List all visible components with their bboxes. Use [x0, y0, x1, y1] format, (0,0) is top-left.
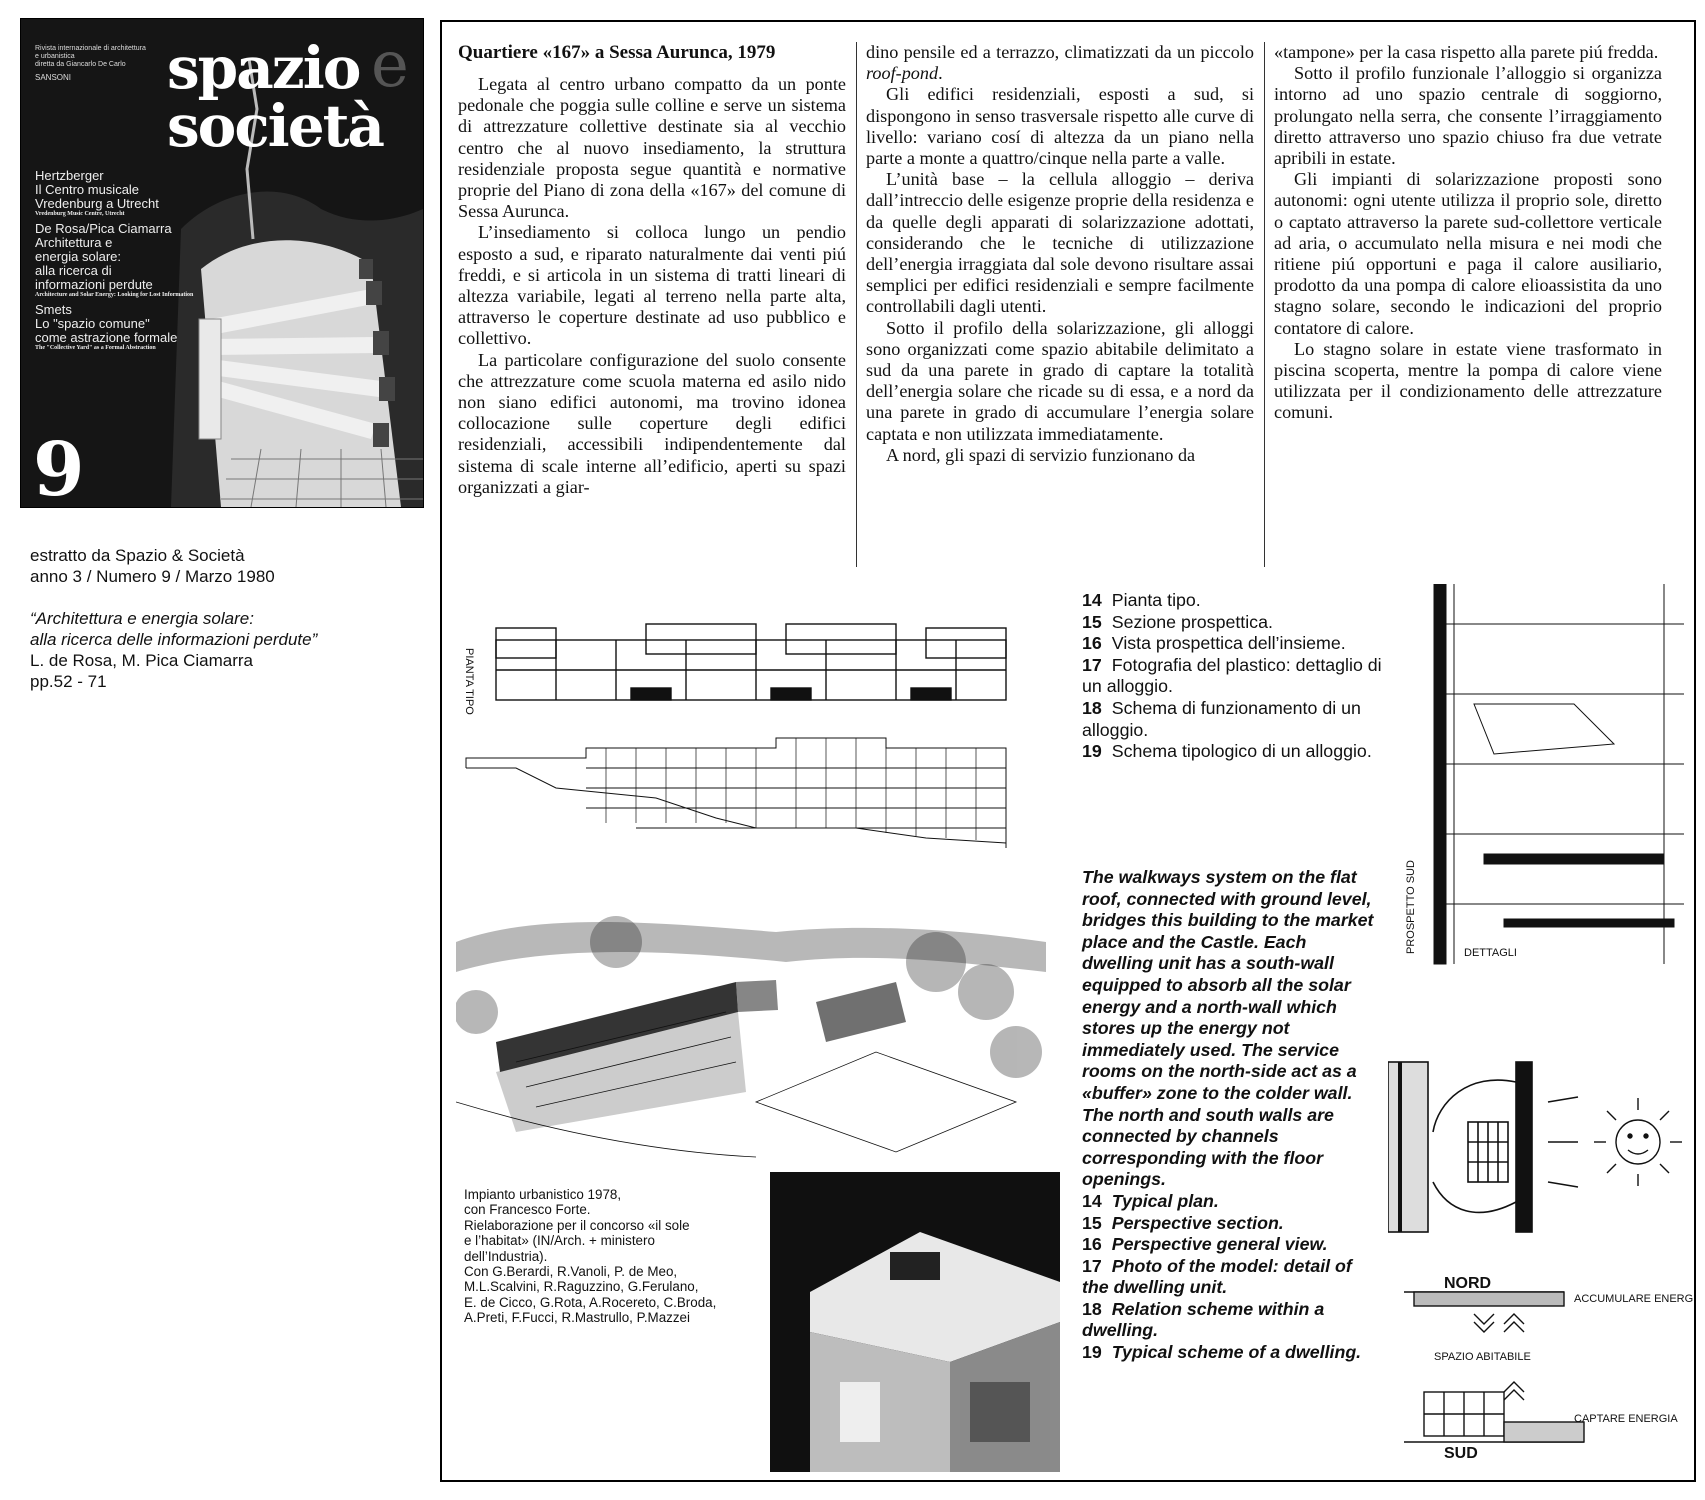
- plan-label: PIANTA TIPO: [463, 648, 475, 715]
- figure-typical-plan: [456, 588, 1046, 878]
- caption-item: 17 Photo of the model: detail of the dwelling unit.: [1082, 1255, 1352, 1298]
- figure-typological-scheme: [1404, 1262, 1694, 1462]
- cover-masthead-small: Rivista internazionale di architettura e urbanistica diretta da Giancarlo De Carlo: [35, 45, 146, 68]
- english-summary: The walkways system on the flat roof, connected with ground level, bridges this building to the market place and the Castle. Each dwelling unit has a south-wall equipped to absorb all the solar energy and a north-wall which stores up the energy not immediately used. The service rooms on the north-side act as a «buffer» zone to the colder wall. The north and south walls are connected by channels corresponding with the floor openings.: [1082, 867, 1374, 1190]
- figure-perspective-view: [456, 902, 1046, 1162]
- caption-item: 15 Perspective section.: [1082, 1212, 1284, 1233]
- scheme-drawing: [1388, 1042, 1688, 1242]
- paragraph: Lo stagno solare in estate viene trasformato in piscina scoperta, mentre la pompa di calore viene utilizzata per il condizionamento delle attrezzature comuni.: [1274, 338, 1662, 423]
- caption-item: 18 Schema di funzionamento di un alloggio.: [1082, 697, 1361, 740]
- paragraph: «tampone» per la casa rispetto alla parete piú fredda.: [1274, 42, 1659, 62]
- paragraph: Legata al centro urbano compatto da un ponte pedonale che poggia sulle colline e serve un sistema di attrezzature collettive destinate sia al vecchio centro che al nuovo insediamento, la struttura residenziale proposta segue quantità e normative proprie del Piano di zona della «167» del comune di Sessa Aurunca.: [458, 74, 846, 222]
- caption-item: 14 Pianta tipo.: [1082, 590, 1201, 610]
- text-column-2: [866, 42, 1254, 466]
- caption-item: 16 Vista prospettica dell’insieme.: [1082, 633, 1346, 654]
- paragraph: L’unità base – la cellula alloggio – deriva dall’intreccio delle esigenze proprie della residenza e da quelle degli apparati di solarizzazione adottati, considerando che le tecniche di utilizzazione dell’energia irraggiata dal sole devono risultare assai semplici per edifici residenziali e sempre facilmente controllabili dagli utenti.: [866, 169, 1254, 317]
- paragraph: L’insediamento si colloca lungo un pendio esposto a sud, e riparato naturalmente dai venti piú freddi, e si articola in un sistema di tratti lineari di altezza variabile, legati al terreno nella parte alta, attraverso le coperture destinate ad uso pubblico e collettivo.: [458, 222, 846, 349]
- caption-item: 18 Relation scheme within a dwelling.: [1082, 1298, 1325, 1341]
- figure-functioning-scheme: [1388, 1042, 1688, 1242]
- diagram-label: ACCUMULARE ENERGIA: [1574, 1293, 1694, 1305]
- column-divider: [1264, 42, 1265, 567]
- paragraph: A nord, gli spazi di servizio funzionano da: [886, 444, 1196, 465]
- paragraph: Gli edifici residenziali, esposti a sud, si dispongono in senso trasversale rispetto alle curve di livello: variano cosí di altezza da un piano nella parte a monte a quattro/cinque nella parte a valle.: [866, 84, 1254, 169]
- paragraph: Sotto il profilo funzionale l’alloggio si organizza intorno ad uno spazio centrale di soggiorno, prolungato nella serra, che consente l’irraggiamento diretto attraverso uno spazio chiuso fra due vetrate apribili in estate.: [1274, 63, 1662, 169]
- source-article-title: “Architettura e energia solare:: [30, 609, 254, 628]
- caption-item: 19 Schema tipologico di un alloggio.: [1082, 741, 1372, 762]
- cover-title-e: e: [371, 28, 409, 102]
- source-pages: pp.52 - 71: [30, 672, 107, 691]
- typology-drawing: [1404, 1262, 1694, 1462]
- cover-blurb-head: Smets Lo "spazio comune" come astrazione formale: [35, 302, 178, 345]
- figure-captions-italian: [1082, 590, 1402, 763]
- paragraph: La particolare configurazione del suolo consente che attrezzature come scuola materna ed asilo nido non siano edifici autonomi, ma trovino idonea collocazione sulle coperture degli edifici residenziali, accessibili indipendentemente dal sistema di scale interne all’edificio, aperti su spazi organizzati a giar-: [458, 349, 846, 497]
- article-title: Quartiere «167» a Sessa Aurunca, 1979: [458, 42, 776, 63]
- diagram-label: CAPTARE ENERGIA: [1574, 1413, 1678, 1425]
- plan-drawing: [456, 588, 1046, 878]
- caption-item: 16 Perspective general view.: [1082, 1234, 1328, 1255]
- text-column-1: [458, 42, 846, 498]
- magazine-cover: [20, 18, 424, 508]
- source-line: anno 3 / Numero 9 / Marzo 1980: [30, 567, 275, 586]
- caption-item: 14 Typical plan.: [1082, 1190, 1219, 1211]
- cover-title-spazio: spazio: [167, 34, 360, 102]
- figure-model-photo: [770, 1172, 1060, 1472]
- urban-plan-caption: Impianto urbanistico 1978, con Francesco Forte. Rielaborazione per il concorso «il sole e l’habitat» (IN/Arch. + ministero dell’Industria). Con G.Berardi, R.Vanoli, P. de Meo, M.L.Scalvini, R.Raguzzino, G.Ferulano, E. de Cicco, G.Rota, A.Rocereto, C.Broda, A.Preti, F.Fucci, R.Mastrullo, P.Mazzei: [464, 1187, 717, 1326]
- cover-issue-number: 9: [33, 427, 85, 508]
- diagram-label-nord: NORD: [1444, 1275, 1492, 1292]
- paragraph: Gli impianti di solarizzazione proposti sono autonomi: ogni utente utilizza il proprio sole, diretto o captato attraverso la parete sud-collettore verticale ad aria, o accumulato nella misura e nei modi che ritiene piú opportuni e paga il calore ausiliario, prodotto da una pompa di calore elioassistita da uno stagno solare, secondo le indicazioni del proprio contatore di calore.: [1274, 169, 1662, 338]
- cover-publisher: SANSONI: [35, 73, 72, 82]
- cover-blurb-head: Hertzberger Il Centro musicale Vredenburg a Utrecht: [35, 168, 159, 211]
- perspective-drawing: [456, 902, 1046, 1162]
- cover-blurbs: [35, 169, 195, 356]
- source-article-title: alla ricerca delle informazioni perdute”: [30, 630, 318, 649]
- cover-blurb-sub: The "Collective Yard" as a Formal Abstraction: [35, 345, 156, 351]
- text-column-3: [1274, 42, 1662, 424]
- caption-item: 15 Sezione prospettica.: [1082, 611, 1273, 632]
- column-divider: [856, 42, 857, 567]
- section-drawing: [1394, 584, 1690, 974]
- cover-blurb-sub: Vredenburg Music Centre, Utrecht: [35, 211, 125, 217]
- model-photo: [770, 1172, 1060, 1472]
- source-line: estratto da Spazio & Società: [30, 546, 245, 565]
- cover-blurb-head: De Rosa/Pica Ciamarra Architettura e energia solare: alla ricerca di informazioni perdute: [35, 221, 172, 292]
- caption-item: 17 Fotografia del plastico: dettaglio di un alloggio.: [1082, 654, 1382, 697]
- source-authors: L. de Rosa, M. Pica Ciamarra: [30, 651, 253, 670]
- caption-item: 19 Typical scheme of a dwelling.: [1082, 1342, 1362, 1363]
- article-page: [440, 20, 1696, 1482]
- cover-blurb-sub: Architecture and Solar Energy: Looking for Lost Information: [35, 292, 194, 298]
- diagram-label: SPAZIO ABITABILE: [1434, 1351, 1531, 1363]
- section-label: PROSPETTO SUD: [1405, 860, 1417, 954]
- paragraph: Sotto il profilo della solarizzazione, gli alloggi sono organizzati come spazio abitabile delimitato a sud da una parete in grado di captare la totalità dell’energia solare che ricade su di essa, e a nord da una parete in grado di accumulare l’energia solare captata e non utilizzata immediatamente.: [866, 317, 1254, 444]
- figure-captions-english: [1082, 867, 1382, 1364]
- cover-title-societa: società: [167, 92, 383, 160]
- figure-perspective-section: [1394, 584, 1690, 974]
- paragraph: dino pensile ed a terrazzo, climatizzati da un piccolo roof-pond.: [866, 42, 1254, 84]
- source-caption: [30, 545, 410, 692]
- section-label: DETTAGLI: [1464, 947, 1517, 959]
- diagram-label-sud: SUD: [1444, 1445, 1478, 1462]
